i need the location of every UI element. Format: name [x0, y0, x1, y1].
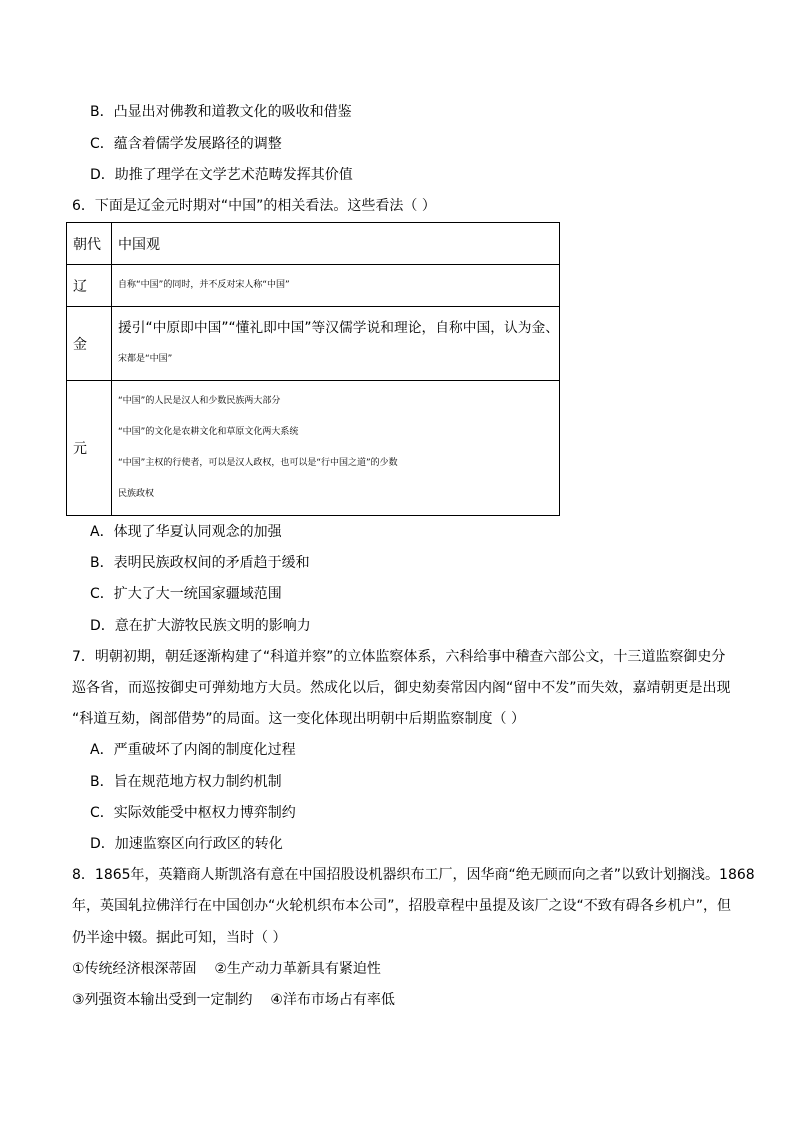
- cell-text-line: “中国”的人民是汉人和少数民族两大部分: [118, 396, 281, 406]
- cell-text-line: “中国”的文化是农耕文化和草原文化两大系统: [118, 427, 299, 437]
- q8-stem-line: 8．1865年，英籍商人斯凯洛有意在中国招股设机器织布工厂，因华商“绝无顾而向之者”以致计划搁浅。1868: [72, 867, 755, 883]
- q8-choice-line: ①传统经济根深蒂固 ②生产动力革新具有紧迫性: [72, 961, 381, 977]
- q7-option-b: B．旨在规范地方权力制约机制: [90, 774, 282, 790]
- table-cell-view: [112, 265, 560, 307]
- table-cell-dynasty: 金: [67, 307, 112, 381]
- q5-option-d: D．助推了理学在文学艺术范畴发挥其价值: [90, 167, 353, 183]
- q6-table: [66, 222, 560, 516]
- q7-stem-line: “科道互劾，阁部借势”的局面。这一变化体现出明朝中后期监察制度（ ）: [72, 711, 525, 727]
- q6-option-b: B．表明民族政权间的矛盾趋于缓和: [90, 555, 310, 571]
- q8-stem-line: 仍半途中辍。据此可知，当时（ ）: [72, 930, 287, 946]
- table-cell-dynasty: 辽: [67, 265, 112, 307]
- table-row: [67, 307, 560, 381]
- cell-text-line: “中国”主权的行使者，可以是汉人政权，也可以是“行中国之道”的少数: [118, 458, 398, 468]
- q6-option-a: A．体现了华夏认同观念的加强: [90, 524, 282, 540]
- table-header-dynasty: 朝代: [67, 223, 112, 265]
- table-header-view: 中国观: [112, 223, 560, 265]
- q8-choice-line: ③列强资本输出受到一定制约 ④洋布市场占有率低: [72, 992, 395, 1008]
- q7-option-a: A．严重破坏了内阁的制度化过程: [90, 742, 296, 758]
- q6-stem: 6．下面是辽金元时期对“中国”的相关看法。这些看法（ ）: [72, 198, 436, 214]
- table-row: [67, 265, 560, 307]
- cell-text-line: 自称“中国”的同时，并不反对宋人称“中国”: [118, 280, 290, 290]
- table-cell-view: [112, 381, 560, 516]
- q6-option-d: D．意在扩大游牧民族文明的影响力: [90, 618, 311, 634]
- cell-text-line: 援引“中原即中国”“懂礼即中国”等汉儒学说和理论，自称中国，认为金、: [118, 319, 559, 336]
- cell-text-line: 民族政权: [118, 489, 155, 499]
- q7-stem-line: 巡各省，而巡按御史可弹劾地方大员。然成化以后，御史劾奏常因内阁“留中不发”而失效，嘉靖朝更是出现: [72, 680, 731, 696]
- q5-option-b: B．凸显出对佛教和道教文化的吸收和借鉴: [90, 104, 352, 120]
- table-cell-view: [112, 307, 560, 381]
- q7-stem-line: 7．明朝初期，朝廷逐渐构建了“科道并察”的立体监察体系，六科给事中稽查六部公文，十三道监察御史分: [72, 649, 726, 665]
- q6-option-c: C．扩大了大一统国家疆域范围: [90, 586, 282, 602]
- table-row: [67, 381, 560, 516]
- q7-option-c: C．实际效能受中枢权力博弈制约: [90, 805, 296, 821]
- q8-stem-line: 年，英国轧拉佛洋行在中国创办“火轮机织布本公司”，招股章程中虽提及该厂之设“不致有碍各乡机户”，但: [72, 898, 732, 914]
- cell-text-line: 宋都是“中国”: [118, 353, 173, 364]
- q7-option-d: D．加速监察区向行政区的转化: [90, 836, 283, 852]
- table-header-row: [67, 223, 560, 265]
- q5-option-c: C．蕴含着儒学发展路径的调整: [90, 136, 282, 152]
- table-cell-dynasty: 元: [67, 381, 112, 516]
